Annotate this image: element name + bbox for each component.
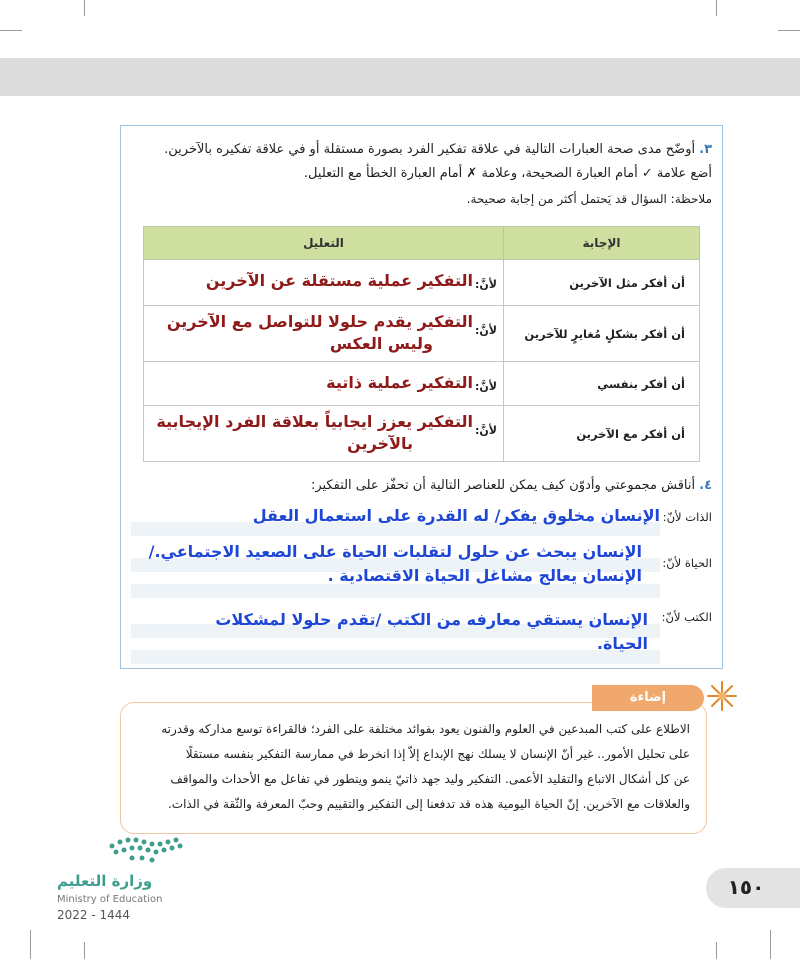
- reason-text: التفكير عملية مستقلة عن الآخرين: [205, 271, 473, 290]
- question-3-instruction: أضع علامة ✓ أمام العبارة الصحيحة، وعلامة ✗ أمام العبارة الخطأ مع التعليل.: [303, 166, 712, 181]
- reason-text: التفكير عملية ذاتية: [326, 373, 473, 392]
- table-row: [144, 406, 700, 462]
- question-number: ٣.: [699, 142, 712, 157]
- question-number: ٤.: [699, 478, 712, 493]
- answer-cell: أن أفكر بشكلٍ مُغايرٍ للآخرين: [504, 306, 700, 362]
- crop-mark: [778, 30, 800, 31]
- think-answer-text: الحياة.: [596, 634, 648, 653]
- question-3-prompt: [164, 142, 712, 157]
- think-item-label: الحياة لأنّ:: [662, 556, 712, 570]
- reason-cell[interactable]: [144, 406, 504, 462]
- page-number: ١٥٠: [727, 875, 765, 899]
- question-text: أناقش مجموعتي وأدوّن كيف يمكن للعناصر التالية أن تحفّز على التفكير:: [310, 478, 696, 493]
- think-item-life: [131, 540, 712, 598]
- because-label: لأنَّ:: [475, 324, 497, 337]
- crop-mark: [0, 30, 22, 31]
- enrichment-text: [135, 717, 690, 817]
- think-answer-text: الإنسان يعالج مشاغل الحياة الاقتصادية .: [327, 566, 642, 585]
- because-label: لأنَّ:: [475, 424, 497, 437]
- ministry-logo: [57, 832, 207, 932]
- question-text: أوضّح مدى صحة العبارات التالية في علاقة تفكير الفرد بصورة مستقلة أو في علاقة تفكيره بالآخرين.: [164, 142, 696, 157]
- enrichment-box: [120, 702, 707, 834]
- enrichment-line: الاطلاع على كتب المبدعين في العلوم والفنون يعود بفوائد مختلفة على الفرد؛ فالقراءة توسع مداركه وقدرته: [161, 722, 690, 736]
- edition-year: 2022 - 1444: [57, 908, 131, 922]
- question-4-prompt: [311, 478, 712, 493]
- reason-cell[interactable]: [144, 260, 504, 306]
- crop-mark: [770, 930, 771, 959]
- crop-mark: [84, 942, 85, 959]
- page-header-band: [0, 58, 800, 96]
- reason-text: وليس العكس: [329, 334, 433, 353]
- think-answer-text: الإنسان مخلوق يفكر/ له القدرة على استعمال العقل: [252, 506, 660, 525]
- table-row: [144, 362, 700, 406]
- reason-cell[interactable]: [144, 362, 504, 406]
- think-answer-text: الإنسان يستقي معارفه من الكتب /تقدم حلولا لمشكلات: [215, 610, 648, 629]
- reason-column-header: التعليل: [144, 227, 504, 260]
- think-item-label: الكتب لأنّ:: [661, 610, 712, 624]
- reason-text: بالآخرين: [347, 434, 413, 453]
- crop-mark: [716, 0, 717, 16]
- answer-cell: أن أفكر مع الآخرين: [504, 406, 700, 462]
- crop-mark: [84, 0, 85, 16]
- crop-mark: [716, 942, 717, 959]
- because-label: لأنَّ:: [475, 380, 497, 393]
- enrichment-title: إضاءة: [592, 685, 704, 711]
- enrichment-line: على تحليل الأمور.. غير أنّ الإنسان لا يسلك نهج الإبداع إلاّ إذا انخرط في ممارسة التفكير بنفسه مستقلًا: [185, 747, 690, 761]
- reason-cell[interactable]: [144, 306, 504, 362]
- think-item-label: الذات لأنّ:: [662, 510, 712, 524]
- table-row: [144, 306, 700, 362]
- sparkle-icon: [706, 680, 738, 712]
- ministry-dots-icon: [102, 832, 212, 868]
- enrichment-line: عن كل أشكال الاتباع والتقليد الأعمى. التفكير وليد جهد ذاتيّ ينمو ويتطور في تفاعل مع الأحداث والمواقف: [170, 772, 690, 786]
- exercise-frame: [120, 125, 723, 669]
- table-row: [144, 260, 700, 306]
- page-number-tab: [706, 868, 800, 908]
- think-answer-text: الإنسان يبحث عن حلول لتقلبات الحياة على الصعيد الاجتماعي./: [148, 542, 642, 561]
- ministry-name-ar: وزارة التعليم: [57, 872, 153, 890]
- ministry-name-en: Ministry of Education: [57, 894, 163, 905]
- because-label: لأنَّ:: [475, 278, 497, 291]
- think-item-books: [131, 604, 712, 662]
- reason-text: التفكير يعزز ايجابياً بعلاقة الفرد الإيجابية: [156, 412, 473, 431]
- think-item-self: [131, 504, 712, 534]
- answer-column-header: الإجابة: [504, 227, 700, 260]
- answer-table: [143, 226, 700, 462]
- answer-cell: أن أفكر مثل الآخرين: [504, 260, 700, 306]
- question-3-note: ملاحظة: السؤال قد يَحتمل أكثر من إجابة صحيحة.: [466, 192, 712, 206]
- crop-mark: [30, 930, 31, 959]
- enrichment-line: والعلاقات مع الآخرين. إنّ الحياة اليومية هذه قد تدفعنا إلى التفكير والتقييم وحبّ المعرفة والثّقة في الذات.: [167, 797, 690, 811]
- reason-text: التفكير يقدم حلولا للتواصل مع الآخرين: [166, 312, 473, 331]
- answer-cell: أن أفكر بنفسي: [504, 362, 700, 406]
